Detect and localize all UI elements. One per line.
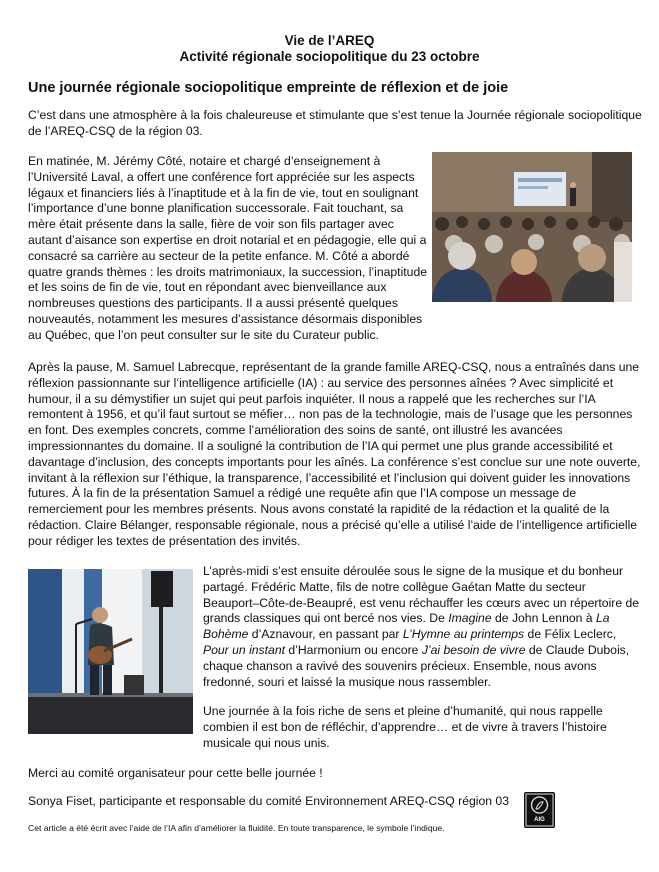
- text-line: nouveautés, notamment les mesures d’assistance désormais disponibles: [28, 311, 423, 326]
- text-line: nombreuses questions des participants. Il a aussi présenté quelques: [28, 296, 398, 311]
- text-line: l’Université Laval, a offert une conférence fort appréciée sur les aspects: [28, 169, 415, 184]
- text-line: C’est dans une atmosphère à la fois chaleureuse et stimulante que s’est tenue la Journée régionale sociopolitique: [28, 108, 642, 122]
- text-line: réflexion passionnante sur l’intelligence artificielle (IA) : au service des personnes aînées ? Avec simplicité et: [28, 375, 614, 390]
- text-line: Beauport–Côte-de-Beaupré, est venu réchauffer les cœurs avec un répertoire de: [203, 595, 640, 610]
- text-span: de John Lennon à: [491, 611, 596, 626]
- text-span: grands classiques qui ont bercé nos vies. De: [203, 611, 449, 626]
- text-line: l’importance d’une bonne planification successorale. Fait touchant, sa: [28, 201, 404, 216]
- song-title: L’Hymne au printemps: [402, 627, 525, 642]
- text-line: en font. Des exemples concrets, comme l’amélioration des soins de santé, ont illustré les avancées: [28, 423, 563, 438]
- text-line: impressionnantes du domaine. Il a souligné la contribution de l’IA qui permet une plus grande accessibilité et: [28, 438, 613, 453]
- aig-badge: [524, 792, 555, 828]
- text-line: chaque chanson a ravivé des souvenirs précieux. Ensemble, nous avons: [203, 658, 597, 673]
- page-subtitle: Activité régionale sociopolitique du 23 octobre: [179, 49, 480, 64]
- song-title: Imagine: [448, 611, 492, 626]
- text-line: invitant à la réflexion sur l’éthique, la transparence, l’accessibilité et l’inclusion qui doivent guider les innovations: [28, 470, 631, 485]
- text-line: remerciement pour les membres présents. Nous avons constaté la rapidité de la rédaction et la qualité de la: [28, 502, 610, 517]
- text-line: davantage d’inclusion, des concepts importants pour les aînés. La conférence s’est conclue sur une note ouverte,: [28, 454, 641, 469]
- song-title: La: [595, 611, 610, 626]
- musician-photo: [28, 569, 193, 734]
- text-line: rédaction. Claire Bélanger, responsable régionale, nous a précisé qu’elle a utilisé l’aide de l’intelligence artificielle: [28, 517, 638, 532]
- text-line: au Québec, que l’on peut consulter sur le site du Curateur public.: [28, 327, 379, 342]
- text-line: consacré sa carrière au secteur de la petite enfance. M. Côté a abordé: [28, 248, 410, 263]
- text-line: pour rédiger les textes de présentation des invités.: [28, 533, 301, 548]
- thanks-line: Merci au comité organisateur pour cette belle journée !: [28, 766, 323, 780]
- music-paragraph: [203, 564, 651, 690]
- text-span: d’Harmonium ou encore: [284, 642, 422, 657]
- text-line: musicale qui nous unis.: [203, 735, 330, 750]
- ai-paragraph: [28, 360, 648, 550]
- text-line: et les soins de fin de vie, tout en répondant avec bienveillance aux: [28, 280, 387, 295]
- text-line: fredonné, souri et laissé la musique nous rassembler.: [203, 674, 491, 689]
- text-line: partagé. Frédéric Matte, fils de notre collègue Gaétan Matte du secteur: [203, 579, 586, 594]
- aig-label: AIG: [534, 817, 545, 823]
- closing-paragraph: [203, 704, 651, 751]
- song-title: Bohème: [203, 627, 249, 642]
- text-line: En matinée, M. Jérémy Côté, notaire et chargé d’enseignement à: [28, 154, 381, 168]
- text-line: L’après-midi s’est ensuite déroulée sous le signe de la musique et du bonheur: [203, 564, 624, 578]
- text-line: [203, 611, 651, 627]
- text-line: mère était présente dans la salle, fière de voir son fils partager avec: [28, 217, 394, 232]
- text-span: de Félix Leclerc,: [524, 627, 617, 642]
- morning-paragraph: [28, 154, 428, 344]
- text-line: autant d’aisance son expertise en droit notarial et en pédagogie, elle qui a: [28, 232, 427, 247]
- text-line: légaux et financiers liés à l’inaptitude et à la fin de vie, tout en soulignant: [28, 185, 419, 200]
- text-line: de l’AREQ-CSQ de la région 03.: [28, 123, 203, 138]
- text-span: de Claude Dubois,: [525, 642, 630, 657]
- conference-audience-photo: [432, 152, 632, 302]
- text-line: quatre grands thèmes : les droits matrimoniaux, la succession, l’inaptitude: [28, 264, 427, 279]
- text-line: Après la pause, M. Samuel Labrecque, représentant de la grande famille AREQ-CSQ, nous a entraînés dans une: [28, 360, 640, 374]
- intro-paragraph: [28, 108, 648, 140]
- song-title: Pour un instant: [203, 642, 285, 657]
- ai-disclosure-note: Cet article a été écrit avec l’aide de l’IA afin d’améliorer la fluidité. En toute transparence, le symbole l’indique.: [28, 823, 445, 833]
- text-line: humour, il a su démystifier un sujet qui peut parfois inquiéter. Il nous a rappelé que les recherches sur l’IA: [28, 391, 596, 406]
- article-headline: Une journée régionale sociopolitique empreinte de réflexion et de joie: [28, 80, 509, 96]
- song-title: J’ai besoin de vivre: [421, 642, 526, 657]
- text-line: Une journée à la fois riche de sens et pleine d’humanité, qui nous rappelle: [203, 704, 603, 718]
- text-line: combien il est bon de réfléchir, d’apprendre… et de vivre à travers l’histoire: [203, 719, 607, 734]
- text-line: [203, 643, 651, 659]
- section-title: Vie de l’AREQ: [284, 33, 375, 48]
- text-line: remontent à 1956, et qu’il faut surtout se méfier… non pas de la technologie, mais de l’usage que les personnes: [28, 407, 633, 422]
- text-span: d’Aznavour, en passant par: [248, 627, 403, 642]
- signature-line: Sonya Fiset, participante et responsable du comité Environnement AREQ-CSQ région 03: [28, 794, 509, 808]
- text-line: [203, 627, 651, 643]
- text-line: futures. À la fin de la présentation Samuel a rédigé une requête afin que l’IA compose un message de: [28, 486, 577, 501]
